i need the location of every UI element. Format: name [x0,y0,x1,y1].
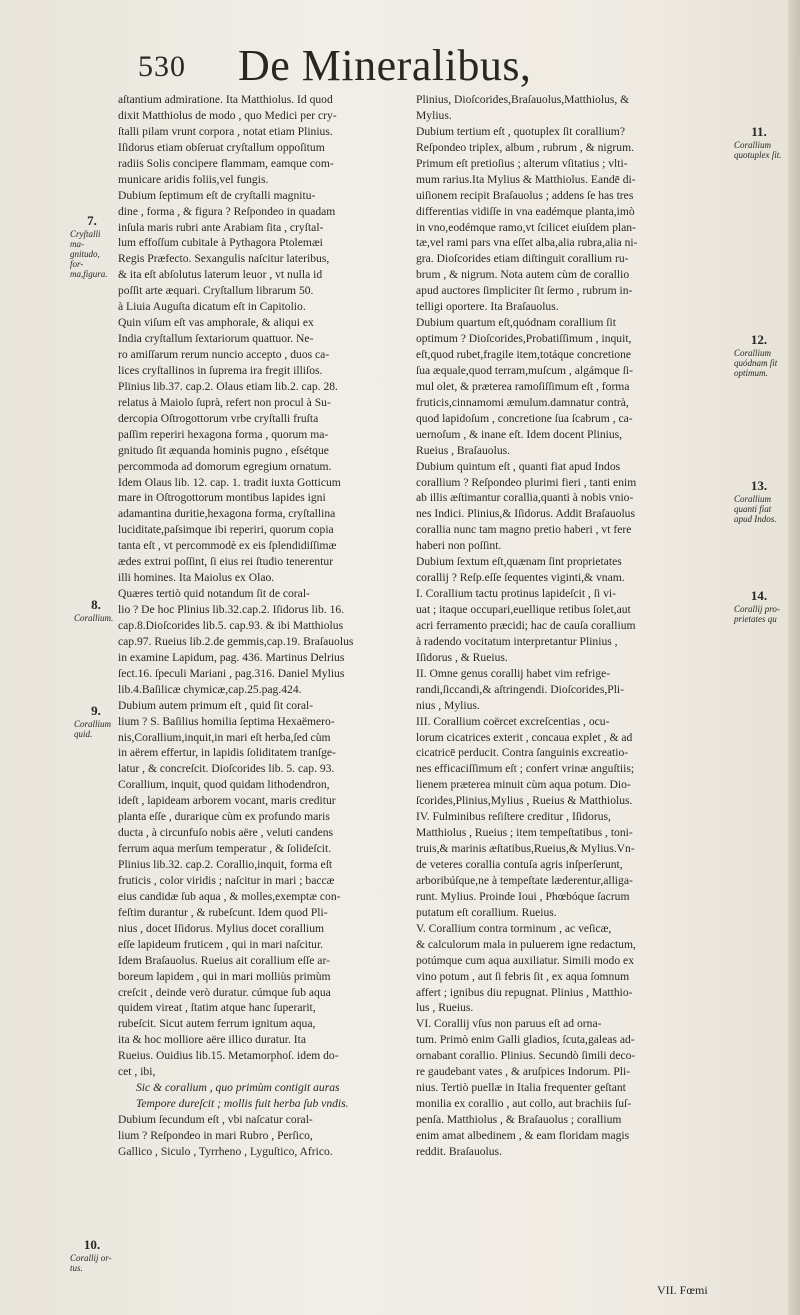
text-line: I. Corallium tactu protinus lapideſcit , ſi vi- [416,587,616,601]
text-line: telligi oportere. Ita Braſauolus. [416,300,559,314]
text-line: cicatricē perducit. Contra ſanguinis excreatio- [416,746,629,760]
text-line: VI. Corallij vſus non paruus eſt ad orna- [416,1017,602,1031]
text-line: acri ferramento præcidi; hac de cauſa corallium [416,618,636,632]
text-line: V. Corallium contra torminum , ac veſicæ, [416,921,612,935]
text-line: Reſpondeo triplex, album , rubrum , & nigrum. [416,140,634,154]
text-line: Dubium quartum eſt,quódnam corallium ſit [416,316,616,330]
text-line: radiis Solis concipere flammam, eamque com- [118,156,334,170]
text-line: illi homines. Ita Maiolus ex Olao. [118,571,275,585]
text-line: & calculorum mala in puluerem igne redactum, [416,937,636,951]
text-line: ſect.16. ſpeculi Mariani , pag.316. Daniel Mylius [118,666,345,680]
text-line: ſcorides,Plinius,Mylius , Rueius & Matthiolus. [416,794,633,808]
text-line: Plinius, Dioſcorides,Braſauolus,Matthiolus, & [416,93,630,106]
margin-note-text: Corallium quotuplex ſit. [734,140,782,160]
text-line: poſſit arte æquari. Cryſtallum librarum 50. [118,284,314,298]
text-line: Primum eſt pretioſius ; alterum vſitatius ; vlti- [416,156,628,170]
text-line: Plinius lib.32. cap.2. Corallio,inquit, forma eſt [118,858,333,871]
text-line: lices cryſtallinos in ſuprema ira fregit illiſos. [118,363,323,377]
text-line: ducta , à circunfuſo nobis aëre , veluti candens [118,826,334,840]
right-column [416,92,702,1160]
text-line: mum rarius.Ita Mylius & Matthiolus. Eandē di- [416,172,636,186]
text-line: runt. Mylius. Proinde Ioui , Phœbóque ſacrum [416,889,630,903]
text-line: de veteres corallia contuſa agris inſperſerunt, [416,858,623,871]
text-line: cet , ibi, [118,1065,156,1079]
text-line: Quin viſum eſt vas amphorale, & aliqui ex [118,316,314,330]
text-line: IV. Fulminibus reſiſtere creditur , Iſidorus, [416,810,611,824]
text-line: cap.97. Rueius lib.2.de gemmis,cap.19. Braſauolus [118,634,354,648]
text-line: tum. Primò enim Galli gladios, ſcuta,galeas ad- [416,1033,635,1047]
text-line: India cryſtallum ſextariorum quattuor. Ne- [118,332,314,346]
text-line: quod lapidoſum , concretione ſua ſcabrum , ca- [416,411,633,425]
margin-note-text: Corallium. [74,613,114,623]
text-line: Dubium tertium eſt , quotuplex ſit corallium? [416,124,625,138]
text-line: Quæres tertiò quid notandum ſit de coral- [118,587,310,601]
text-line: adamantina duritie,hexagona forma, cryſtallina [118,507,336,521]
text-line: Iſidorus , & Rueius. [416,650,508,664]
text-line: uernoſum , & inane eſt. Idem docent Plinius, [416,427,623,441]
text-line: uat ; itaque occupari,euellique retibus ſolet,aut [416,603,631,616]
left-column [118,92,406,1160]
text-line: truis,& marinis æſtatibus,Rueius,& Mylius.Vn- [416,842,635,856]
margin-note-text: Corallium quanti fiat apud Indos. [734,494,777,524]
text-line: Gallico , Siculo , Tyrrheno , Lyguſtico, Africo. [118,1144,333,1158]
text-line: boreum lapidem , qui in mari molliùs primùm [118,969,331,983]
text-line: Corallium, inquit, quod quidam lithodendron, [118,778,330,792]
text-line: randi,ſiccandi,& aſtringendi. Dioſcorides,Pli- [416,682,624,696]
text-line: nius , Mylius. [416,698,480,712]
text-line: reddit. Braſauolus. [416,1144,502,1158]
text-line: optimum ? Dioſcorides,Probatiſſimum , inquit, [416,332,632,346]
margin-note-number: 10. [83,1237,101,1252]
text-line: corallia nunc tam magno pretio haberi , vt fere [416,523,632,537]
text-line: arboribúſque,ne à tempeſtate læderentur,alliga- [416,873,633,887]
margin-note-7 [70,213,114,279]
margin-note-number: 9. [91,703,101,718]
text-line: Iſidorus etiam obſeruat cryſtallum oppoſitum [118,140,325,154]
page-fold [739,60,800,120]
text-line: ro amiſſarum rerum nuncio accepto , duos ca- [118,348,330,361]
text-line: dercopia Oſtrogottorum vrbe cryſtalli fruſta [118,411,319,425]
text-line: inſula maris rubri ante Arabiam ſita , cryſtal- [118,220,324,234]
text-line: lus , Rueius. [416,1001,474,1015]
margin-note-12 [734,332,784,378]
margin-note-number: 7. [87,213,97,228]
margin-note-text: Corallij pro- prietates qu [734,604,780,624]
text-line: apud auctores ſimpliciter ſit ſermo , rubrum in- [416,284,633,298]
text-line: ſua æquale,quod terram,muſcum , algámque ſi- [416,363,633,377]
text-line: Dubium autem primum eſt , quid ſit coral- [118,698,314,712]
text-line: penſa. Matthiolus , & Braſauolus ; corallium [416,1113,622,1126]
text-line: Idem Braſauolus. Rueius ait corallium eſſe ar- [118,953,330,967]
text-line: corallium ? Reſpondeo plurimi fieri , tanti enim [416,475,637,489]
text-line: lum effoſſum cubitale à Pythagora Ptolemæi [118,236,323,250]
text-line: Dubium ſextum eſt,quænam ſint proprietates [416,555,622,569]
text-line: potúmque cum aqua auxiliatur. Simili modo ex [416,953,634,967]
margin-note-text: Corallij or- tus. [70,1253,112,1273]
margin-note-8 [74,597,118,623]
text-line: eſſe lapideum fruticem , qui in mari naſcitur. [118,937,324,951]
margin-note-text: Corallium quódnam ſit optimum. [734,348,778,378]
text-line: affert ; ignibus diu repugnat. Plinius , Matthio- [416,985,633,999]
text-line: monilia ex corallio , aut collo, aut brachiis ſuſ- [416,1097,632,1111]
margin-note-11 [734,124,784,160]
text-line: lorum cicatrices exterit , concaua explet , & ad [416,730,633,744]
text-line: planta eſſe , durarique cùm ex profundo maris [118,810,330,824]
text-line: cap.8.Dioſcorides lib.5. cap.93. & ibi Matthiolus [118,618,344,632]
text-line: rubeſcit. Sicut autem ferrum ignitum aqua, [118,1017,316,1031]
text-line: Tempore dureſcit ; mollis fuit herba ſub vndis. [136,1097,349,1111]
text-line: ornabant corallio. Plinius. Secundò ſimili deco- [416,1049,636,1063]
text-line: Plinius lib.37. cap.2. Olaus etiam lib.2. cap. 28. [118,379,338,393]
text-line: municare aridis foliis,vel fungis. [118,172,269,186]
text-line: Dubium ſecundum eſt , vbi naſcatur coral- [118,1113,313,1126]
text-line: Regis Præfecto. Sexangulis naſcitur lateribus, [118,252,330,266]
text-line: tanta eſt , vt percommodè ex eis ſplendidiſſimæ [118,539,337,553]
text-line: Idem Olaus lib. 12. cap. 1. tradit iuxta Gotticum [118,475,341,489]
text-line: enim amat albedinem , & eam floridam magis [416,1128,630,1142]
text-line: dixit Matthiolus de modo , quo Medici per cry- [118,108,337,122]
text-line: nis,Corallium,inquit,in mari eſt herba,ſed cùm [118,730,331,744]
margin-note-14 [734,588,784,624]
text-line: in examine Lapidum, pag. 436. Martinus Delrius [118,650,345,664]
text-line: lium ? Reſpondeo in mari Rubro , Perſico, [118,1128,313,1142]
text-line: ſtalli pilam vrunt corpora , notat etiam Plinius. [118,124,333,138]
text-line: gra. Dioſcorides etiam diſtinguit corallium ru- [416,252,629,266]
text-line: Mylius. [416,108,452,122]
text-line: ita & hoc molliore aëre illico duratur. Ita [118,1033,307,1047]
text-line: re gaudebant vates , & aruſpices Indorum. Pli- [416,1065,631,1079]
catchword: VII. Fœmi [657,1283,708,1297]
text-line: lium ? S. Baſilius homilia ſeptima Hexaëmero- [118,714,335,728]
text-line: ædes extrui poſſint, ſi eius rei ſtudio tenerentur [118,555,334,569]
text-line: brum , & nigrum. Nota autem cùm de corallio [416,268,630,282]
text-line: & ita eſt abſolutus laterum leuor , vt nulla id [118,268,323,282]
text-line: Rueius , Braſauolus. [416,443,511,457]
margin-note-number: 14. [750,588,768,603]
text-line: percommoda ad domorum egregium ornatum. [118,459,332,473]
text-line: relatus à Maiolo ſuprà, refert non procul à Su- [118,395,331,409]
text-line: ideſt , lapideam arborem vocant, maris creditur [118,794,336,808]
text-line: Matthiolus , Rueius ; item tempeſtatibus , toni- [416,826,633,840]
text-line: differentias vidiſſe in vna eadémque planta,imò [416,204,635,218]
text-line: quidem vireat , ſtatim atque hanc ſuperarit, [118,1001,316,1015]
text-line: vino potum , aut ſi febris ſit , ex aqua ſomnum [416,969,630,983]
text-line: paſſim reperiri hexagona forma , quorum ma- [118,427,329,441]
text-line: lio ? De hoc Plinius lib.32.cap.2. Iſidorus lib. 16. [118,603,345,616]
text-line: fruticis,cinnamomi æmulum.damnatur contrà, [416,395,629,409]
text-line: lib.4.Baſilicæ chymicæ,cap.25.pag.424. [118,682,302,696]
margin-note-text: Corallium quid. [74,719,112,739]
margin-note-text: Cryſtalli ma- gnitudo, for- ma,figura. [70,229,108,279]
margin-note-number: 11. [751,124,767,139]
text-line: mul olet, & præterea ramoſiſſimum eſt , forma [416,379,630,393]
text-line: nes Indici. Plinius,& Iſidorus. Addit Braſauolus [416,507,635,521]
text-line: Dubium ſeptimum eſt de cryſtalli magnitu- [118,188,316,202]
text-line: eſt,quod rubet,fragile item,totáque concretione [416,348,632,361]
text-line: lienem præterea minuit cùm aqua potum. Dio- [416,778,631,792]
text-line: nius. Tertiò puellæ in Italia frequenter geſtant [416,1081,626,1095]
margin-note-10 [70,1237,114,1273]
text-line: à Liuia Auguſta dicatum eſt in Capitolio. [118,300,306,314]
page-edge [788,0,800,1315]
page-number: 530 [138,50,186,83]
text-line: Dubium quintum eſt , quanti fiat apud Indos [416,459,621,473]
running-head: De Mineralibus, [238,41,532,90]
text-line: putatum eſt corallium. Rueius. [416,905,557,919]
text-line: gnitudo ſit æquanda hominis pugno , eſsétque [118,443,329,457]
text-line: latur , & concreſcit. Dioſcorides lib. 5. cap. 93. [118,762,335,776]
text-line: II. Omne genus corallij habet vim refrige- [416,666,611,680]
text-line: luciditate,paſsimque ibi reperiri, quorum copia [118,523,334,537]
text-line: nius , docet Iſidorus. Mylius docet corallium [118,921,325,935]
text-line: creſcit , deinde verò duratur. cúmque ſub aqua [118,985,331,999]
text-line: nes efficaciſſimum eſt ; confert vrinæ anguſtiis; [416,762,635,776]
margin-note-13 [734,478,784,524]
margin-note-number: 12. [750,332,768,347]
margin-note-9 [74,703,118,739]
text-line: dine , forma , & figura ? Reſpondeo in quadam [118,204,336,218]
text-line: Sic & coralium , quo primùm contigit auras [136,1081,340,1095]
margin-note-number: 8. [91,597,101,612]
text-line: fruticis , color viridis ; naſcitur in mari ; baccæ [118,873,335,887]
text-line: uiſionem recipit Braſauolus ; addens ſe has tres [416,188,634,202]
text-line: mare in Oſtrogottorum montibus lapides igni [118,491,326,505]
text-line: in aërem effertur, in lapidis ſoliditatem tranſge- [118,746,336,760]
text-line: tæ,vel rami pars vna eſſet alba,alia rubra,alia ni- [416,236,638,250]
margin-note-number: 13. [750,478,768,493]
text-line: in vno,eodémque ramo,vt ſcilicet eiuſdem plan- [416,220,636,234]
text-line: corallij ? Reſp.eſſe ſequentes viginti,& vnam. [416,571,625,585]
text-line: haberi non poſſint. [416,539,502,553]
text-line: feſtim durantur , & rubeſcunt. Idem quod Pli- [118,905,328,919]
text-line: ab illis æſtimantur corallia,quanti à nobis vnio- [416,491,634,505]
text-line: Rueius. Ouidius lib.15. Metamorphoſ. idem do- [118,1049,339,1063]
text-line: ferrum aqua merſum temperatur , & ſolideſcit. [118,842,332,856]
text-line: à radendo vocitatum interpretantur Plinius , [416,634,618,648]
text-line: III. Corallium coërcet excreſcentias , ocu- [416,714,610,728]
text-line: aſtantium admiratione. Ita Matthiolus. Id quod [118,93,333,106]
text-line: eius candidæ ſub aqua , & molles,exemptæ con- [118,889,341,903]
